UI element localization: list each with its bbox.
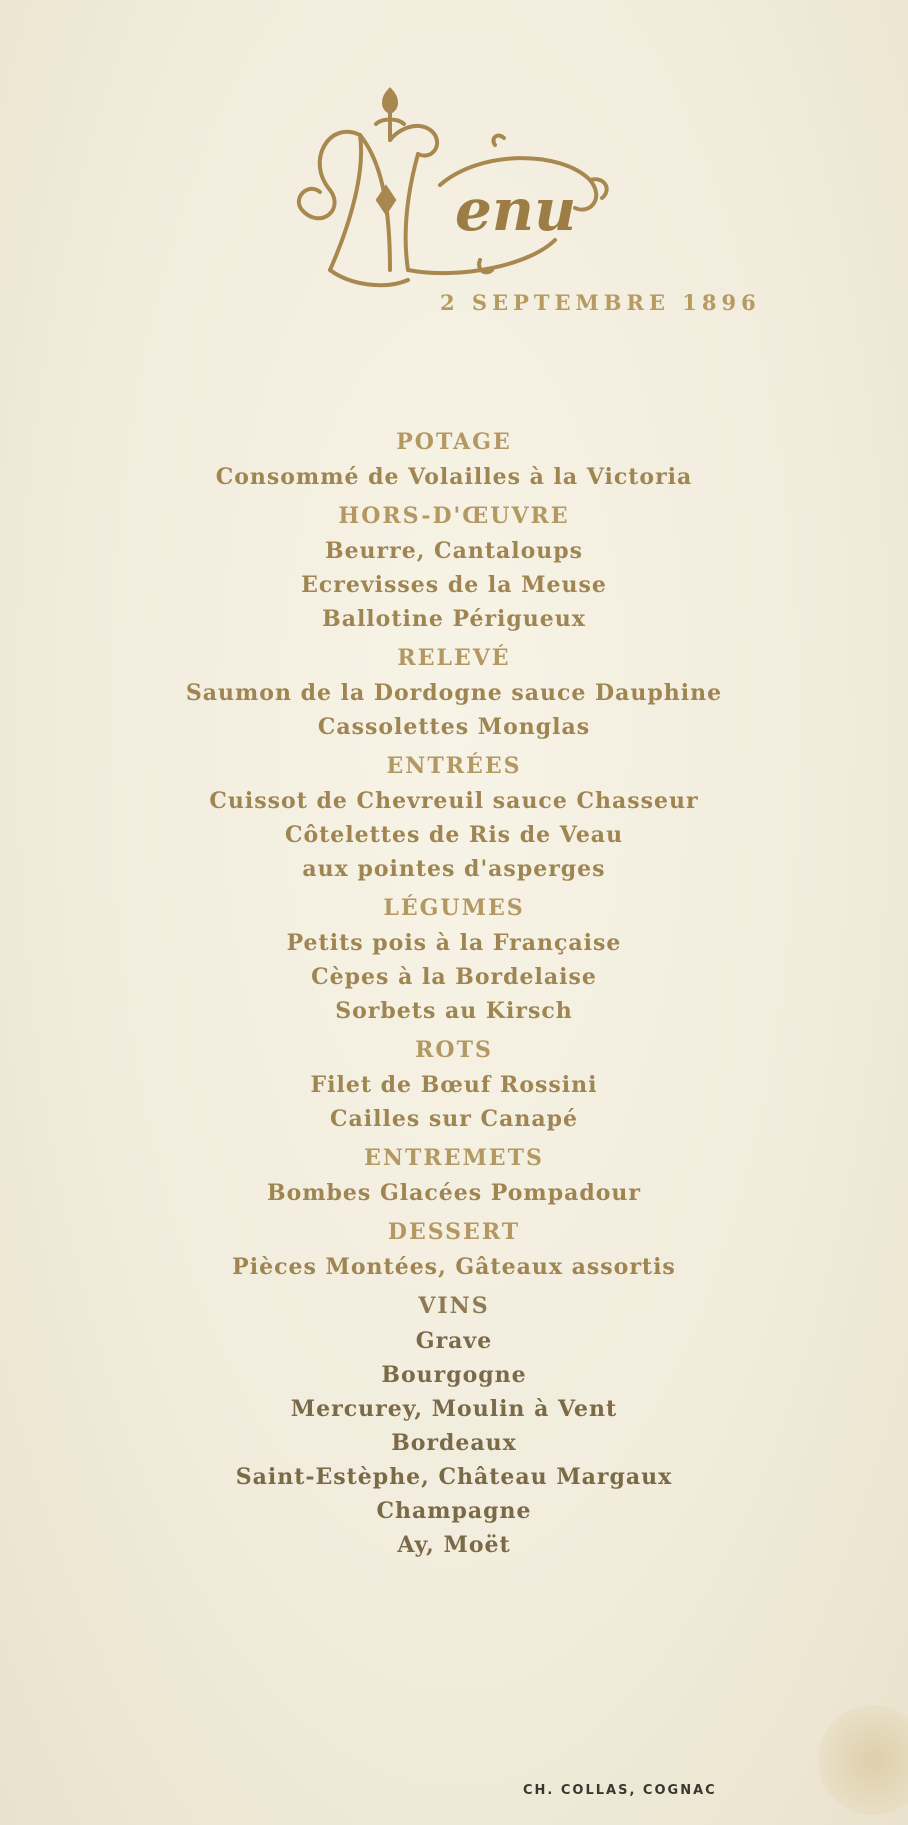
menu-logo (290, 80, 610, 295)
menu-item: Cassolettes Monglas (317, 714, 591, 740)
printer-imprint: CH. COLLAS, COGNAC (523, 1783, 717, 1798)
section-heading: ROTS (415, 1037, 493, 1063)
menu-item: Saumon de la Dordogne sauce Dauphine (185, 680, 723, 706)
menu-title-text: enu (455, 176, 577, 244)
menu-section (0, 498, 908, 636)
section-heading: DESSERT (387, 1219, 521, 1245)
paper-stain (818, 1705, 908, 1815)
section-heading: POTAGE (396, 429, 512, 455)
menu-item: Consommé de Volailles à la Victoria (215, 464, 693, 490)
menu-item: Cèpes à la Bordelaise (311, 964, 597, 990)
menu-courses (0, 420, 908, 1562)
menu-section (0, 424, 908, 494)
menu-item: Mercurey, Moulin à Vent (290, 1396, 618, 1422)
menu-item: Grave (415, 1328, 493, 1354)
menu-section (0, 1214, 908, 1284)
section-heading: VINS (418, 1293, 490, 1319)
menu-item: Ay, Moët (397, 1532, 511, 1558)
menu-title (290, 80, 610, 295)
menu-item: Bombes Glacées Pompadour (267, 1180, 641, 1206)
menu-section (0, 1140, 908, 1210)
menu-section (0, 1032, 908, 1136)
section-heading: ENTREMETS (364, 1145, 544, 1171)
menu-item: Petits pois à la Française (286, 930, 622, 956)
menu-item: Côtelettes de Ris de Veau (284, 822, 624, 848)
menu-item: Cailles sur Canapé (330, 1106, 578, 1132)
menu-item: Filet de Bœuf Rossini (310, 1072, 598, 1098)
menu-item: Pièces Montées, Gâteaux assortis (232, 1254, 676, 1280)
menu-item: Saint-Estèphe, Château Margaux (235, 1464, 673, 1490)
section-heading: HORS-D'ŒUVRE (338, 503, 570, 529)
menu-item: Ballotine Périgueux (322, 606, 586, 632)
menu-item: Ecrevisses de la Meuse (301, 572, 607, 598)
section-heading: ENTRÉES (386, 753, 522, 779)
menu-date: 2 SEPTEMBRE 1896 (440, 290, 761, 315)
menu-section (0, 640, 908, 744)
menu-item: Bourgogne (381, 1362, 527, 1388)
menu-item: Bordeaux (391, 1430, 517, 1456)
menu-item: aux pointes d'asperges (302, 856, 606, 882)
menu-section (0, 1288, 908, 1562)
menu-item: Cuissot de Chevreuil sauce Chasseur (209, 788, 699, 814)
menu-item: Champagne (376, 1498, 532, 1524)
section-heading: LÉGUMES (383, 895, 525, 921)
section-heading: RELEVÉ (397, 645, 511, 671)
menu-item: Beurre, Cantaloups (324, 538, 584, 564)
menu-section (0, 890, 908, 1028)
menu-item: Sorbets au Kirsch (335, 998, 573, 1024)
menu-section (0, 748, 908, 886)
